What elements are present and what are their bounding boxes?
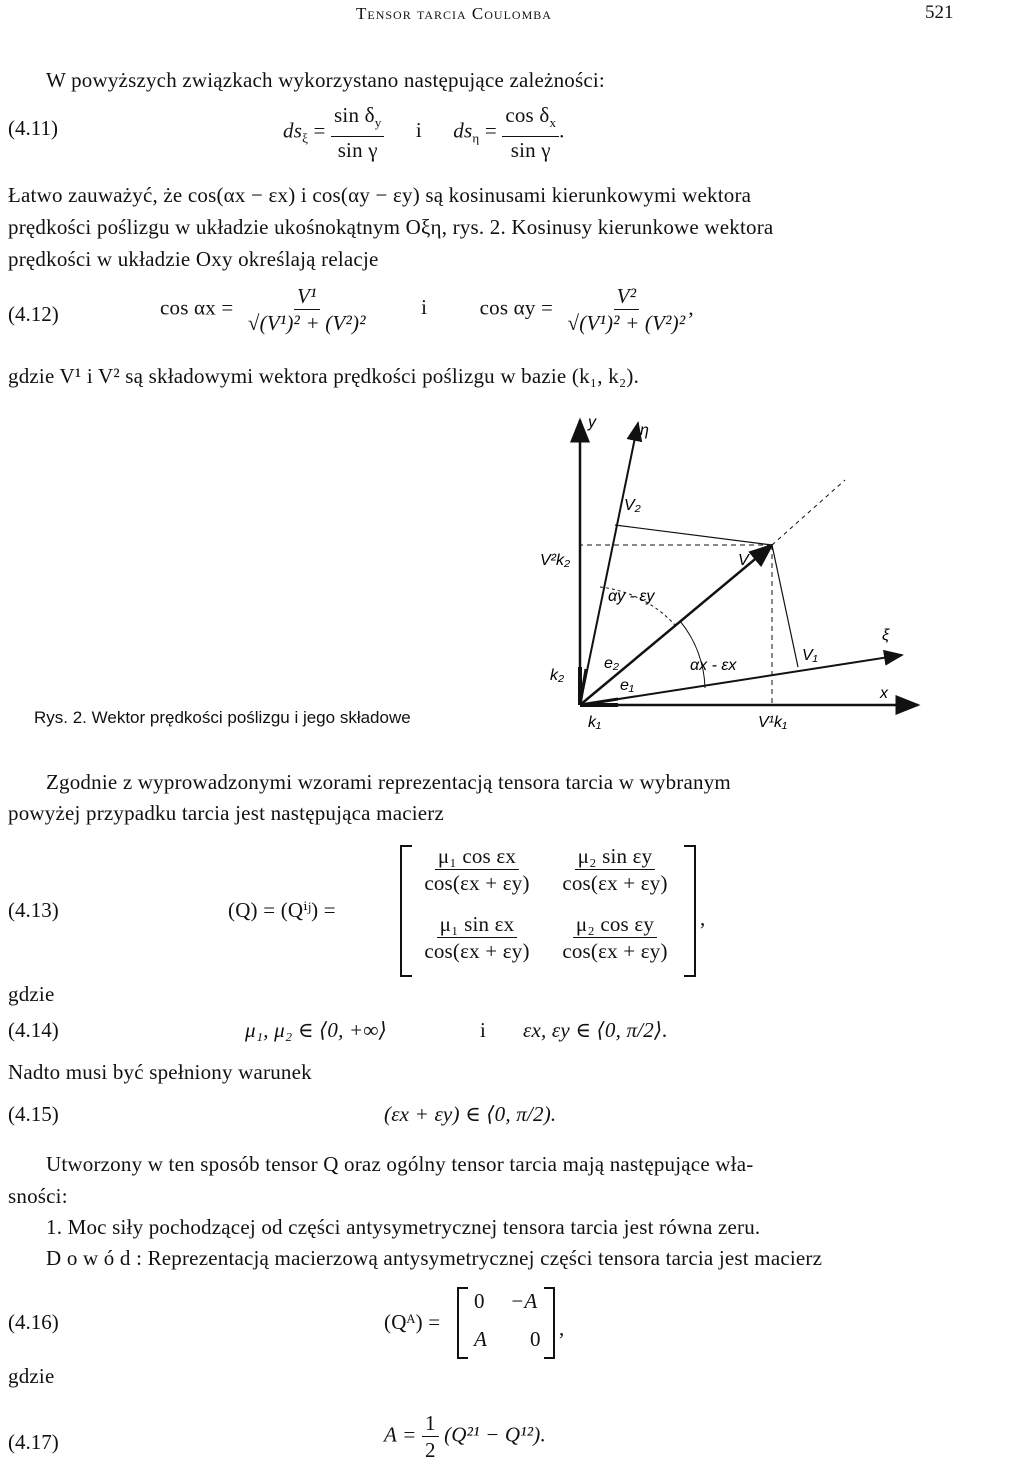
equation-number-4-14: (4.14)	[8, 1018, 59, 1042]
eq411-num1-sub: y	[374, 115, 382, 131]
eq413-right-bracket	[684, 845, 696, 977]
equation-number-4-16: (4.16)	[8, 1310, 59, 1334]
eq411-lhs2: ds	[453, 118, 473, 143]
eq411-num2: cos δ	[505, 103, 550, 127]
figure-caption: Rys. 2. Wektor prędkości poślizgu i jego składowe	[34, 708, 411, 727]
equation-4-17	[384, 1412, 546, 1461]
eq413-m12-num: μ₂ sin εy	[575, 845, 656, 870]
property-1: 1. Moc siły pochodzącej od części antysymetrycznej tensora tarcia jest równa zeru.	[46, 1215, 761, 1239]
label-e1: e₁	[620, 677, 634, 694]
eq416-trailing-comma: ,	[559, 1316, 565, 1340]
eq416-lhs: (Qᴬ) =	[384, 1310, 441, 1334]
figure-2-velocity-diagram	[540, 405, 980, 740]
paragraph-2-line-2: prędkości poślizgu w układzie ukośnokątnym Oξη, rys. 2. Kosinusy kierunkowe wektora	[8, 215, 774, 239]
paragraph-6-line-2: sności:	[8, 1184, 68, 1208]
eq411-lhs2-sub: η	[472, 130, 480, 146]
eq412-den1: √(V¹)² + (V²)²	[247, 311, 366, 335]
paragraph-2-line-3: prędkości w układzie Oxy określają relacje	[8, 247, 379, 271]
paragraph-2-line-1: Łatwo zauważyć, że cos(αx − εx) i cos(αy − εy) są kosinusami kierunkowymi wektora	[8, 183, 752, 207]
equation-number-4-17: (4.17)	[8, 1430, 59, 1454]
equation-number-4-13: (4.13)	[8, 898, 59, 922]
eq414-left: μ₁, μ₂ ∈ ⟨0, +∞⟩	[245, 1018, 387, 1042]
eq412-frac1	[245, 285, 369, 334]
eq411-den1: sin γ	[337, 138, 378, 163]
eq414-right: εx, εy ∈ ⟨0, π/2⟩.	[523, 1018, 668, 1042]
eq413-m21	[418, 913, 536, 962]
label-xi: ξ	[882, 627, 890, 644]
eq413-m22-den: cos(εx + εy)	[562, 939, 668, 963]
eq411-frac2	[502, 104, 559, 161]
paragraph-3: gdzie V¹ i V² są składowymi wektora prędkości poślizgu w bazie (k₁, k₂).	[8, 364, 640, 388]
eq416-m21: A	[474, 1327, 488, 1351]
eq412-lhs1: cos αx =	[160, 295, 234, 320]
eq412-num1: V¹	[294, 285, 320, 310]
eq412-frac2	[565, 285, 689, 334]
eq413-m22	[556, 913, 674, 962]
eq411-num1: sin δ	[334, 103, 375, 127]
page-number: 521	[925, 2, 954, 23]
projection-eta	[615, 525, 772, 545]
velocity-extension	[772, 480, 845, 545]
eq413-m11-num: μ₁ cos εx	[435, 845, 519, 870]
eq413-m22-num: μ₂ cos εy	[573, 913, 657, 938]
eq411-num2-sub: x	[549, 115, 557, 131]
equation-4-11: $ds_\xi$ = $\frac{\sin \delta_y}{\text{sin γ}}$ i $ds_\eta$ = $\frac{\cos \delta_x}{\text{sin γ}}$ .	[283, 103, 565, 163]
label-v2: V₂	[624, 497, 641, 514]
eq412-conj: i	[421, 295, 428, 320]
label-alpha-y-eps-y: αy - εy	[608, 588, 655, 605]
eq412-lhs2: cos αy =	[479, 295, 554, 320]
eq417-frac-num: 1	[422, 1412, 439, 1437]
projection-xi	[772, 545, 798, 667]
eq413-trailing-comma: ,	[700, 906, 706, 930]
eq411-lhs1-sub: ξ	[302, 130, 309, 146]
equation-number-4-15: (4.15)	[8, 1102, 59, 1126]
angle-arc-x	[680, 621, 705, 688]
eq413-m11	[418, 845, 536, 894]
eq412-num2: V²	[614, 285, 640, 310]
paragraph-4-line-2: powyżej przypadku tarcia jest następująca macierz	[8, 801, 445, 825]
eq413-m21-num: μ₁ sin εx	[437, 913, 518, 938]
label-e2: e₂	[604, 655, 619, 672]
equation-4-12: cos αx = $\frac{\text{V¹}}{\text{√(V¹)² + (V²)²}}$ i cos αy = $\frac{\text{V²}}{\text{√(V¹)² + (V²)²}}$ ,	[160, 284, 694, 335]
eq416-m22: 0	[530, 1327, 541, 1351]
equation-number-4-11: (4.11)	[8, 116, 58, 140]
proof-line: D o w ó d : Reprezentacją macierzową antysymetrycznej części tensora tarcia jest macierz	[46, 1246, 823, 1270]
equation-number-4-12: (4.12)	[8, 302, 59, 326]
label-v2k2: V²k₂	[540, 552, 571, 569]
label-y: y	[588, 414, 596, 431]
label-x: x	[880, 685, 888, 702]
paragraph-5: Nadto musi być spełniony warunek	[8, 1060, 312, 1084]
eq411-den2: sin γ	[510, 138, 551, 163]
eq411-conj: i	[415, 118, 422, 143]
label-k1: k₁	[588, 714, 602, 731]
eq413-m21-den: cos(εx + εy)	[424, 939, 530, 963]
eq416-left-bracket	[457, 1287, 468, 1359]
paragraph-4-line-1: Zgodnie z wyprowadzonymi wzorami reprezentacją tensora tarcia w wybranym	[46, 770, 731, 794]
eq411-frac1	[331, 104, 384, 161]
eq413-m12-den: cos(εx + εy)	[562, 871, 668, 895]
label-v: V	[738, 552, 749, 569]
label-v1: V₁	[802, 647, 818, 664]
paragraph-6-line-1: Utworzony w ten sposób tensor Q oraz ogólny tensor tarcia mają następujące wła-	[46, 1152, 754, 1176]
eq416-m12: −A	[510, 1289, 538, 1313]
paragraph-intro: W powyższych związkach wykorzystano następujące zależności:	[46, 68, 605, 92]
gdzie-1: gdzie	[8, 982, 55, 1006]
label-eta: η	[640, 422, 649, 439]
label-alpha-x-eps-x: αx - εx	[690, 657, 737, 674]
eq416-m11: 0	[474, 1289, 485, 1313]
eq414-conj: i	[480, 1018, 487, 1042]
label-k2: k₂	[550, 667, 565, 684]
eq417-rhs: (Q²¹ − Q¹²).	[444, 1422, 546, 1447]
eq417-frac-den: 2	[424, 1438, 436, 1462]
eq412-den2: √(V¹)² + (V²)²	[567, 311, 686, 335]
running-title: Tensor tarcia Coulomba	[356, 4, 552, 23]
eq413-m11-den: cos(εx + εy)	[424, 871, 530, 895]
eq413-left-bracket	[400, 845, 412, 977]
label-v1k1: V¹k₁	[758, 714, 788, 731]
eq413-lhs: (Q) = (Qⁱʲ) =	[228, 898, 336, 922]
eq413-m12	[556, 845, 674, 894]
eq417-lhs: A =	[384, 1422, 417, 1447]
gdzie-2: gdzie	[8, 1364, 55, 1388]
eq415-body: (εx + εy) ∈ ⟨0, π/2).	[384, 1102, 557, 1126]
eq411-lhs1: ds	[283, 118, 303, 143]
eq416-right-bracket	[544, 1287, 555, 1359]
